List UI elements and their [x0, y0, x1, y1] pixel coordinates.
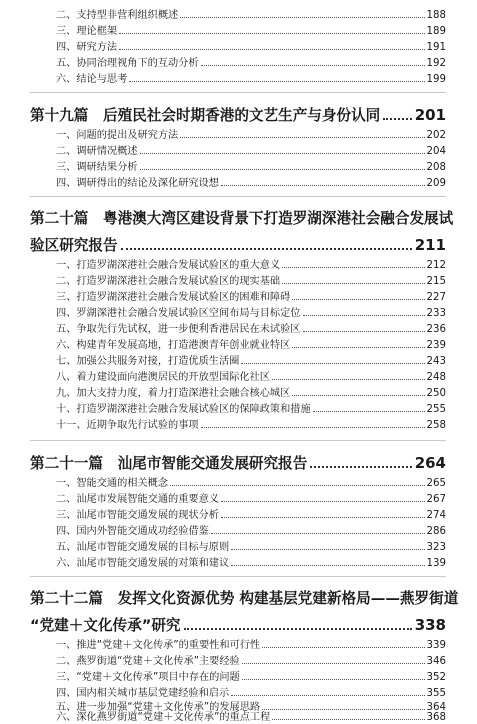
toc-entry[interactable] [56, 176, 446, 189]
entry-page: 239 [426, 340, 446, 351]
entry-label: 一、打造罗湖深港社会融合发展试验区的重大意义 [56, 260, 281, 271]
dot-leader [180, 128, 424, 138]
entry-label: 四、国内外智能交通成功经验借鉴 [56, 526, 209, 537]
dot-leader [282, 274, 424, 284]
dot-leader [292, 338, 424, 348]
entry-page: 189 [426, 26, 446, 37]
entry-label: 一、问题的提出及研究方法 [56, 130, 179, 141]
entry-page: 208 [426, 162, 446, 173]
entry-page: 227 [426, 292, 446, 303]
toc-entry[interactable] [56, 338, 446, 351]
entry-label: 六、构建青年发展高地，打造港澳青年创业就业特区 [56, 340, 291, 351]
entry-label: 二、打造罗湖深港社会融合发展试验区的现实基础 [56, 276, 281, 287]
toc-entry[interactable] [56, 654, 446, 667]
entry-page: 250 [426, 388, 446, 399]
toc-entry[interactable] [56, 638, 446, 651]
dot-leader [231, 686, 424, 696]
entry-page: 212 [426, 260, 446, 271]
toc-entry[interactable] [56, 418, 446, 431]
toc-entry[interactable] [56, 670, 446, 683]
section-divider [30, 576, 446, 577]
dot-leader [231, 540, 424, 550]
entry-page: 199 [426, 74, 446, 85]
entry-page: 286 [426, 526, 446, 537]
entry-label: 十、打造罗湖深港社会融合发展试验区的保障政策和措施 [56, 404, 311, 415]
entry-page: 323 [426, 542, 446, 553]
entry-page: 265 [426, 478, 446, 489]
entry-label: 九、加大支持力度，着力打造深港社会融合核心城区 [56, 388, 291, 399]
entry-label: 二、燕罗街道“党建＋文化传承”主要经验 [56, 656, 240, 667]
dot-leader [282, 258, 424, 268]
entry-page: 191 [426, 42, 446, 53]
chapter-page: 211 [414, 236, 446, 254]
toc-entry[interactable] [56, 556, 446, 569]
entry-label: 六、汕尾市智能交通发展的对策和建议 [56, 558, 230, 569]
toc-entry[interactable] [56, 56, 446, 69]
dot-leader [180, 8, 424, 18]
entry-label: 三、调研结果分析 [56, 162, 138, 173]
entry-page: 267 [426, 494, 446, 505]
entry-page: 352 [426, 672, 446, 683]
entry-label: 三、“党建＋文化传承”项目中存在的问题 [56, 672, 240, 683]
dot-leader [140, 144, 425, 154]
dot-leader [262, 638, 424, 648]
entry-label: 六、深化燕罗街道“党建＋文化传承”的重点工程 [56, 712, 271, 723]
entry-page: 274 [426, 510, 446, 521]
entry-label: 四、罗湖深港社会融合发展试验区空间布局与目标定位 [56, 308, 301, 319]
toc-entry[interactable] [56, 258, 446, 271]
chapter-heading[interactable] [30, 614, 446, 636]
toc-entry[interactable] [56, 322, 446, 335]
dot-leader [129, 72, 424, 82]
entry-page: 139 [426, 558, 446, 569]
dot-leader [262, 700, 424, 710]
entry-label: 三、打造罗湖深港社会融合发展试验区的困难和障碍 [56, 292, 291, 303]
entry-label: 三、理论框架 [56, 26, 118, 37]
entry-page: 209 [426, 178, 446, 189]
toc-entry[interactable] [56, 160, 446, 173]
toc-entry[interactable] [56, 540, 446, 553]
dot-leader [221, 492, 425, 502]
entry-page: 339 [426, 640, 446, 651]
entry-label: 五、进一步加强“党建＋文化传承”的发展思路 [56, 702, 261, 713]
toc-entry[interactable] [56, 386, 446, 399]
entry-page: 202 [426, 130, 446, 141]
entry-label: 六、结论与思考 [56, 74, 128, 85]
dot-leader [221, 176, 425, 186]
toc-entry[interactable] [56, 24, 446, 37]
toc-entry[interactable] [56, 508, 446, 521]
entry-page: 258 [426, 420, 446, 431]
entry-label: 四、调研得出的结论及深化研究设想 [56, 178, 219, 189]
toc-entry[interactable] [56, 274, 446, 287]
toc-entry[interactable] [56, 492, 446, 505]
dot-leader [211, 524, 425, 534]
chapter-page: 201 [414, 106, 446, 124]
entry-label: 三、汕尾市智能交通发展的现状分析 [56, 510, 219, 521]
toc-entry[interactable] [56, 72, 446, 85]
toc-entry[interactable] [56, 476, 446, 489]
dot-leader [242, 654, 425, 664]
entry-label: 二、调研情况概述 [56, 146, 138, 157]
dot-leader [310, 453, 411, 468]
toc-entry[interactable] [56, 370, 446, 383]
entry-label: 七、加强公共服务对接，打造优质生活圈 [56, 356, 240, 367]
toc-entry[interactable] [56, 686, 446, 699]
dot-leader [121, 235, 412, 250]
dot-leader [292, 386, 424, 396]
entry-label: 四、国内相关城市基层党建经验和启示 [56, 688, 230, 699]
entry-label: 五、争取先行先试权，进一步便利香港居民在未试验区 [56, 324, 301, 335]
chapter-title-cont: 验区研究报告 [30, 237, 118, 254]
dot-leader [119, 40, 424, 50]
toc-entry[interactable] [56, 144, 446, 157]
dot-leader [303, 322, 425, 332]
entry-page: 355 [426, 688, 446, 699]
toc-entry[interactable] [56, 524, 446, 537]
entry-page: 243 [426, 356, 446, 367]
toc-entry[interactable] [56, 402, 446, 415]
entry-page: 192 [426, 58, 446, 69]
entry-label: 四、研究方法 [56, 42, 118, 53]
dot-leader [119, 24, 424, 34]
toc-entry[interactable] [56, 306, 446, 319]
section-divider [30, 92, 446, 93]
toc-entry[interactable] [56, 8, 446, 21]
entry-page: 255 [426, 404, 446, 415]
entry-page: 248 [426, 372, 446, 383]
chapter-title: 第二十篇 粤港澳大湾区建设背景下打造罗湖深港社会融合发展试 [30, 210, 454, 227]
dot-leader [201, 56, 425, 66]
chapter-heading-line1[interactable] [30, 208, 454, 230]
entry-label: 八、着力建设面向港澳居民的开放型国际化社区 [56, 372, 270, 383]
entry-page: 346 [426, 656, 446, 667]
chapter-title: 第二十二篇 发挥文化资源优势 构建基层党建新格局——燕罗街道 [30, 590, 459, 607]
entry-page: 364 [426, 702, 446, 713]
entry-label: 二、汕尾市发展智能交通的重要意义 [56, 494, 219, 505]
dot-leader [170, 476, 424, 486]
entry-page: 188 [426, 10, 446, 21]
dot-leader [272, 710, 424, 720]
entry-page: 204 [426, 146, 446, 157]
toc-entry[interactable] [56, 40, 446, 53]
entry-page: 368 [426, 712, 446, 723]
section-divider [30, 440, 446, 441]
chapter-heading[interactable] [30, 452, 446, 474]
dot-leader [231, 556, 424, 566]
entry-page: 215 [426, 276, 446, 287]
entry-label: 二、支持型非营利组织概述 [56, 10, 179, 21]
entry-page: 236 [426, 324, 446, 335]
dot-leader [140, 160, 425, 170]
section-divider [30, 196, 446, 197]
dot-leader [184, 615, 412, 630]
chapter-title-cont: “党建＋文化传承”研究 [30, 617, 181, 634]
toc-entry[interactable] [56, 128, 446, 141]
toc-entry[interactable] [56, 710, 446, 723]
toc-entry[interactable] [56, 290, 446, 303]
chapter-page: 264 [414, 454, 446, 472]
entry-label: 十一、近期争取先行试验的事项 [56, 420, 199, 431]
chapter-heading[interactable] [30, 104, 446, 126]
toc-entry[interactable] [56, 354, 446, 367]
dot-leader [201, 418, 425, 428]
chapter-title: 第十九篇 后殖民社会时期香港的文艺生产与身份认同 [30, 107, 381, 124]
entry-label: 五、协同治理视角下的互动分析 [56, 58, 199, 69]
entry-label: 一、推进“党建＋文化传承”的重要性和可行性 [56, 640, 261, 651]
chapter-page: 338 [414, 616, 446, 634]
dot-leader [241, 354, 424, 364]
dot-leader [272, 370, 425, 380]
dot-leader [383, 105, 411, 120]
chapter-title: 第二十一篇 汕尾市智能交通发展研究报告 [30, 455, 308, 472]
entry-page: 233 [426, 308, 446, 319]
dot-leader [242, 670, 425, 680]
entry-label: 五、汕尾市智能交通发展的目标与原则 [56, 542, 230, 553]
chapter-heading-line1[interactable] [30, 588, 459, 610]
dot-leader [221, 508, 425, 518]
dot-leader [292, 290, 424, 300]
dot-leader [313, 402, 425, 412]
dot-leader [303, 306, 425, 316]
chapter-heading[interactable] [30, 234, 446, 256]
entry-label: 一、智能交通的相关概念 [56, 478, 169, 489]
